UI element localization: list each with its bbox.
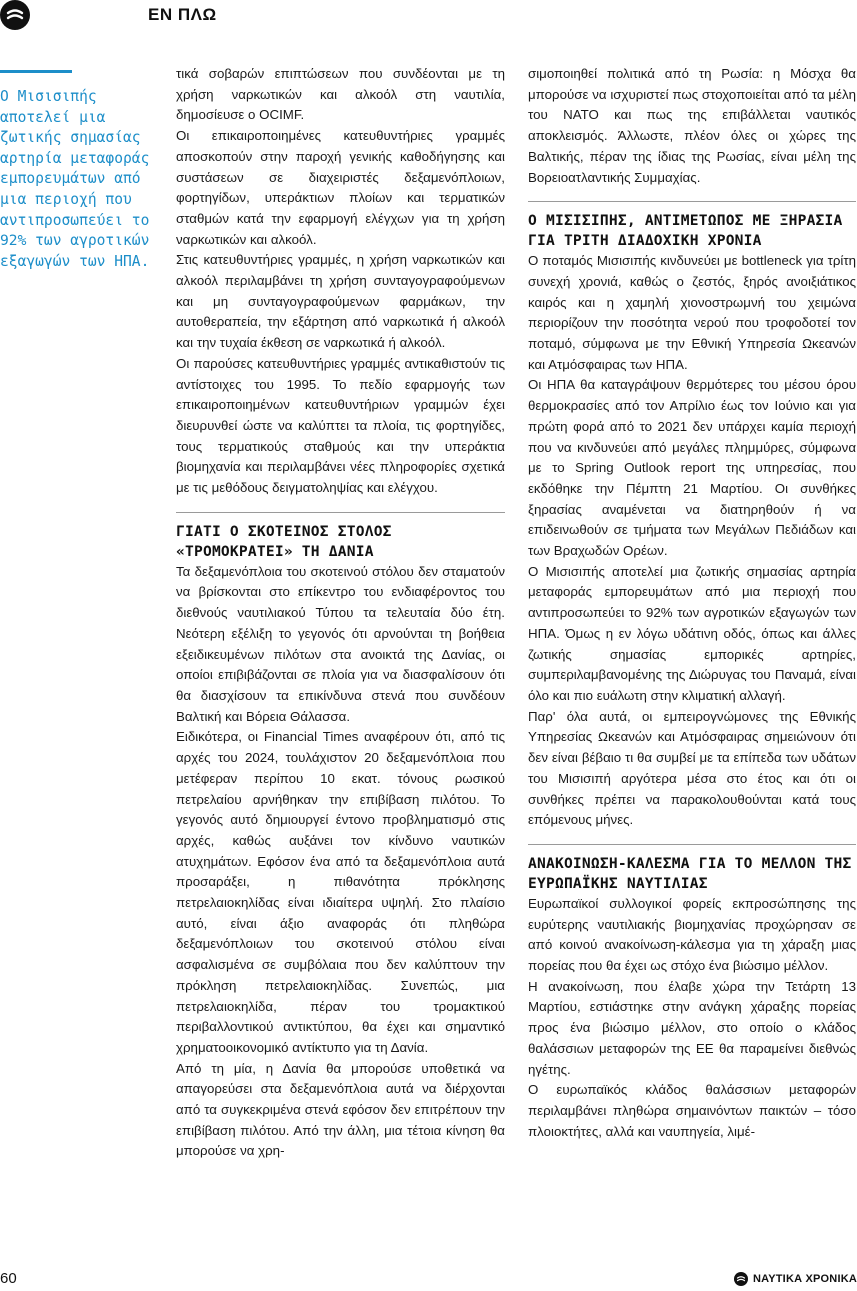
paragraph: Τα δεξαμενόπλοια του σκοτεινού στόλου δεν σταματούν να βρίσκονται στο επίκεντρο του ενδιαφέροντος του διεθνούς ναυτιλιακού Τύπου τα τελευταία δύο έτη. Νεότερη εξέλιξη το γεγονός ότι αρνούνται τη βοήθεια εξειδικευμένων πιλότων στα ανοικτά της Δανίας, οι οποίοι επιβιβάζονται σε πλοία για να διασφαλίσουν ότι θα διασχίσουν τα επικίνδυνα στενά που συνδέουν Βαλτική και Βόρεια Θάλασσα.	[176, 563, 505, 724]
section-divider	[176, 512, 505, 513]
paragraph: Οι παρούσες κατευθυντήριες γραμμές αντικαθιστούν τις αντίστοιχες του 1995. Το πεδίο εφαρμογής των επικαιροποιημένων κατευθυντήριων γραμμών έχει διευρυνθεί ώστε να καλύπτει τα πλοία, τις φορτηγίδες, τους τερματικούς σταθμούς και την υπεράκτια βιομηχανία και περιλαμβάνει νέες πληροφορίες σχετικά με τις μεθόδους δειγματοληψίας και ελέγχου.	[176, 355, 505, 496]
paragraph: Παρ' όλα αυτά, οι εμπειρογνώμονες της Εθνικής Υπηρεσίας Ωκεανών και Ατμόσφαιρας σημειώνουν ότι δεν είναι βέβαιο τι θα συμβεί με τα επίπεδα των υδάτων του Μισισιπή αργότερα μέσα στο έτος και ότι οι συνθήκες πρέπει να παρακολουθούνται κατά τους επόμενους μήνες.	[528, 708, 856, 828]
paragraph: σιμοποιηθεί πολιτικά από τη Ρωσία: η Μόσχα θα μπορούσε να ισχυριστεί πως στοχοποιείται από τα μέλη του ΝΑΤΟ και πως της επιβάλλεται ναυτικός αποκλεισμός. Άλλωστε, πλέον όλες οι χώρες της Βαλτικής, πέραν της ίδιας της Ρωσίας, είναι μέλη της Βορειοατλαντικής Συμμαχίας.	[528, 66, 856, 185]
paragraph: Στις κατευθυντήριες γραμμές, η χρήση ναρκωτικών και αλκοόλ περιλαμβάνει τη χρήση συνταγογραφούμενων και μη συνταγογραφούμενων φαρμάκων, την αυτοθεραπεία, την εξάρτηση από ναρκωτικά ή αλκοόλ και την τυχαία έκθεση σε ναρκωτικά ή αλκοόλ.	[176, 252, 505, 351]
pull-quote: Ο Μισισιπής αποτελεί μια ζωτικής σημασίας αρτηρία μεταφοράς εμπορευμάτων από μια περιοχή που αντιπροσωπεύει το 92% των αγροτικών εξαγωγών των ΗΠΑ.	[0, 88, 150, 270]
article-column-2	[528, 64, 856, 1142]
article-column-1	[176, 64, 505, 1162]
subheading-mississippi: Ο ΜΙΣΙΣΙΠΗΣ, ΑΝΤΙΜΕΤΩΠΟΣ ΜΕ ΞΗΡΑΣΙΑ ΓΙΑ ΤΡΙΤΗ ΔΙΑΔΟΧΙΚΗ ΧΡΟΝΙΑ	[528, 212, 843, 250]
brand-name: ΝΑΥΤΙΚΑ ΧΡΟΝΙΚΑ	[752, 1273, 857, 1285]
paragraph: Ευρωπαϊκοί συλλογικοί φορείς εκπροσώπησης της ευρύτερης ναυτιλιακής βιομηχανίας προχώρησαν σε από κοινού ανακοίνωση-κάλεσμα για τη χάραξη μιας πορείας που θα έχει ως στόχο ένα βιώσιμο μέλλον.	[528, 895, 856, 974]
paragraph: Ο Μισισιπής αποτελεί μια ζωτικής σημασίας αρτηρία μεταφοράς εμπορευμάτων από μια περιοχή που αντιπροσωπεύει το 92% των αγροτικών εξαγωγών των ΗΠΑ. Όμως η εν λόγω υδάτινη οδός, όπως και άλλες ζωτικής σημασίας εμπορικές αρτηρίες, συμπεριλαμβανομένης της Διώρυγας του Παναμά, είναι όλο και πιο ευάλωτη στην κλιματική αλλαγή.	[528, 563, 856, 703]
subheading-european-shipping: ΑΝΑΚΟΙΝΩΣΗ-ΚΑΛΕΣΜΑ ΓΙΑ ΤΟ ΜΕΛΛΟΝ ΤΗΣ ΕΥΡΩΠΑΪΚΗΣ ΝΑΥΤΙΛΙΑΣ	[528, 854, 852, 892]
paragraph: Οι επικαιροποιημένες κατευθυντήριες γραμμές αποσκοπούν στην παροχή γενικής καθοδήγησης και συστάσεων σε διαχειριστές δεξαμενόπλοιων, φορτηγίδων, υπεράκτιων πλοίων και τερματικών σταθμών κατά την εφαρμογή ελέγχων για τη χρήση ναρκωτικών και αλκοόλ.	[176, 128, 505, 247]
brand-logo-icon	[734, 1272, 748, 1286]
section-divider	[528, 844, 856, 845]
brand-footer	[734, 1272, 857, 1286]
paragraph: Από τη μία, η Δανία θα μπορούσε υποθετικά να απαγορεύσει στα δεξαμενόπλοια αυτά να διέρχονται από τα συγκεκριμένα στενά εφόσον δεν επιτρέπουν την επιβίβαση πιλότου. Από την άλλη, μια τέτοια κίνηση θα μπορούσε να χρη-	[176, 1060, 505, 1159]
paragraph: Η ανακοίνωση, που έλαβε χώρα την Τετάρτη 13 Μαρτίου, εστιάστηκε στην ανάγκη χάραξης πορείας προς ένα βιώσιμο μέλλον, στο οποίο ο κλάδος θαλάσσιων μεταφορών της ΕΕ θα παραμείνει διεθνώς ηγέτης.	[528, 978, 856, 1077]
section-title: ΕΝ ΠΛΩ	[148, 5, 217, 24]
paragraph: Ο ευρωπαϊκός κλάδος θαλάσσιων μεταφορών περιλαμβάνει πληθώρα σημαινόντων παικτών – τόσο πλοιοκτήτες, αλλά και ναυπηγεία, λιμέ-	[528, 1082, 856, 1139]
section-divider	[528, 201, 856, 202]
paragraph: Ειδικότερα, οι Financial Times αναφέρουν ότι, από τις αρχές του 2024, τουλάχιστον 20 δεξαμενόπλοια που μετέφεραν περίπου 10 εκατ. τόνους ρωσικού πετρελαίου αρνήθηκαν την επιβίβαση πιλότου. Το γεγονός αυτό δημιουργεί έντονο προβληματισμό στις αρχές, καθώς αυξάνει τον κίνδυνο ναυτικών ατυχημάτων. Εφόσον ένα από τα δεξαμενόπλοια αυτά προσαράξει, η πιθανότητα πρόκλησης πετρελαιοκηλίδας είναι ιδιαίτερα υψηλή. Στο πλαίσιο αυτό, είναι άξιο αναφοράς ότι πληθώρα δεξαμενόπλοιων του σκοτεινού στόλου είναι ασφαλισμένα σε συμβόλαια που δεν καλύπτουν την πρόκληση πετρελαιοκηλίδας. Συνεπώς, μια πετρελαιοκηλίδα, πέραν του τρομακτικού περιβαλλοντικού αντικτύπου, θα έχει και σημαντικό χρηματοοικονομικό αντίκτυπο για τη Δανία.	[176, 729, 505, 1055]
pull-quote-rule	[0, 70, 72, 73]
subheading-dark-fleet: ΓΙΑΤΙ Ο ΣΚΟΤΕΙΝΟΣ ΣΤΟΛΟΣ «ΤΡΟΜΟΚΡΑΤΕΙ» ΤΗ ΔΑΝΙΑ	[176, 522, 392, 560]
paragraph: Ο ποταμός Μισισιπής κινδυνεύει με bottleneck για τρίτη συνεχή χρονιά, καθώς ο ζεστός, ξηρός ανοιξιάτικος καιρός και η χαμηλή χιονοστρωμνή του χειμώνα περιορίζουν την ποσότητα νερού που τροφοδοτεί τον ποταμό, σύμφωνα με την Εθνική Υπηρεσία Ωκεανών και Ατμόσφαιρας των ΗΠΑ.	[528, 253, 856, 372]
paragraph: τικά σοβαρών επιπτώσεων που συνδέονται με τη χρήση ναρκωτικών και αλκοόλ στη ναυτιλία, δημοσίευσε ο OCIMF.	[176, 66, 505, 123]
section-badge-icon	[0, 0, 30, 30]
page-number: 60	[0, 1270, 17, 1287]
paragraph: Οι ΗΠΑ θα καταγράψουν θερμότερες του μέσου όρου θερμοκρασίες από τον Απρίλιο έως τον Ιούνιο και για πρώτη φορά από το 2021 δεν υπάρχει καμία περιοχή που να κινδυνεύει από μεγάλες πλημμύρες, σύμφωνα με το Spring Outlook report της υπηρεσίας, που εκδόθηκε την Πέμπτη 21 Μαρτίου. Οι συνθήκες ξηρασίας αναμένεται να διατηρηθούν ή να επιδεινωθούν σε τμήματα των Μεγάλων Πεδιάδων και των Βραχωδών Ορέων.	[528, 377, 856, 559]
